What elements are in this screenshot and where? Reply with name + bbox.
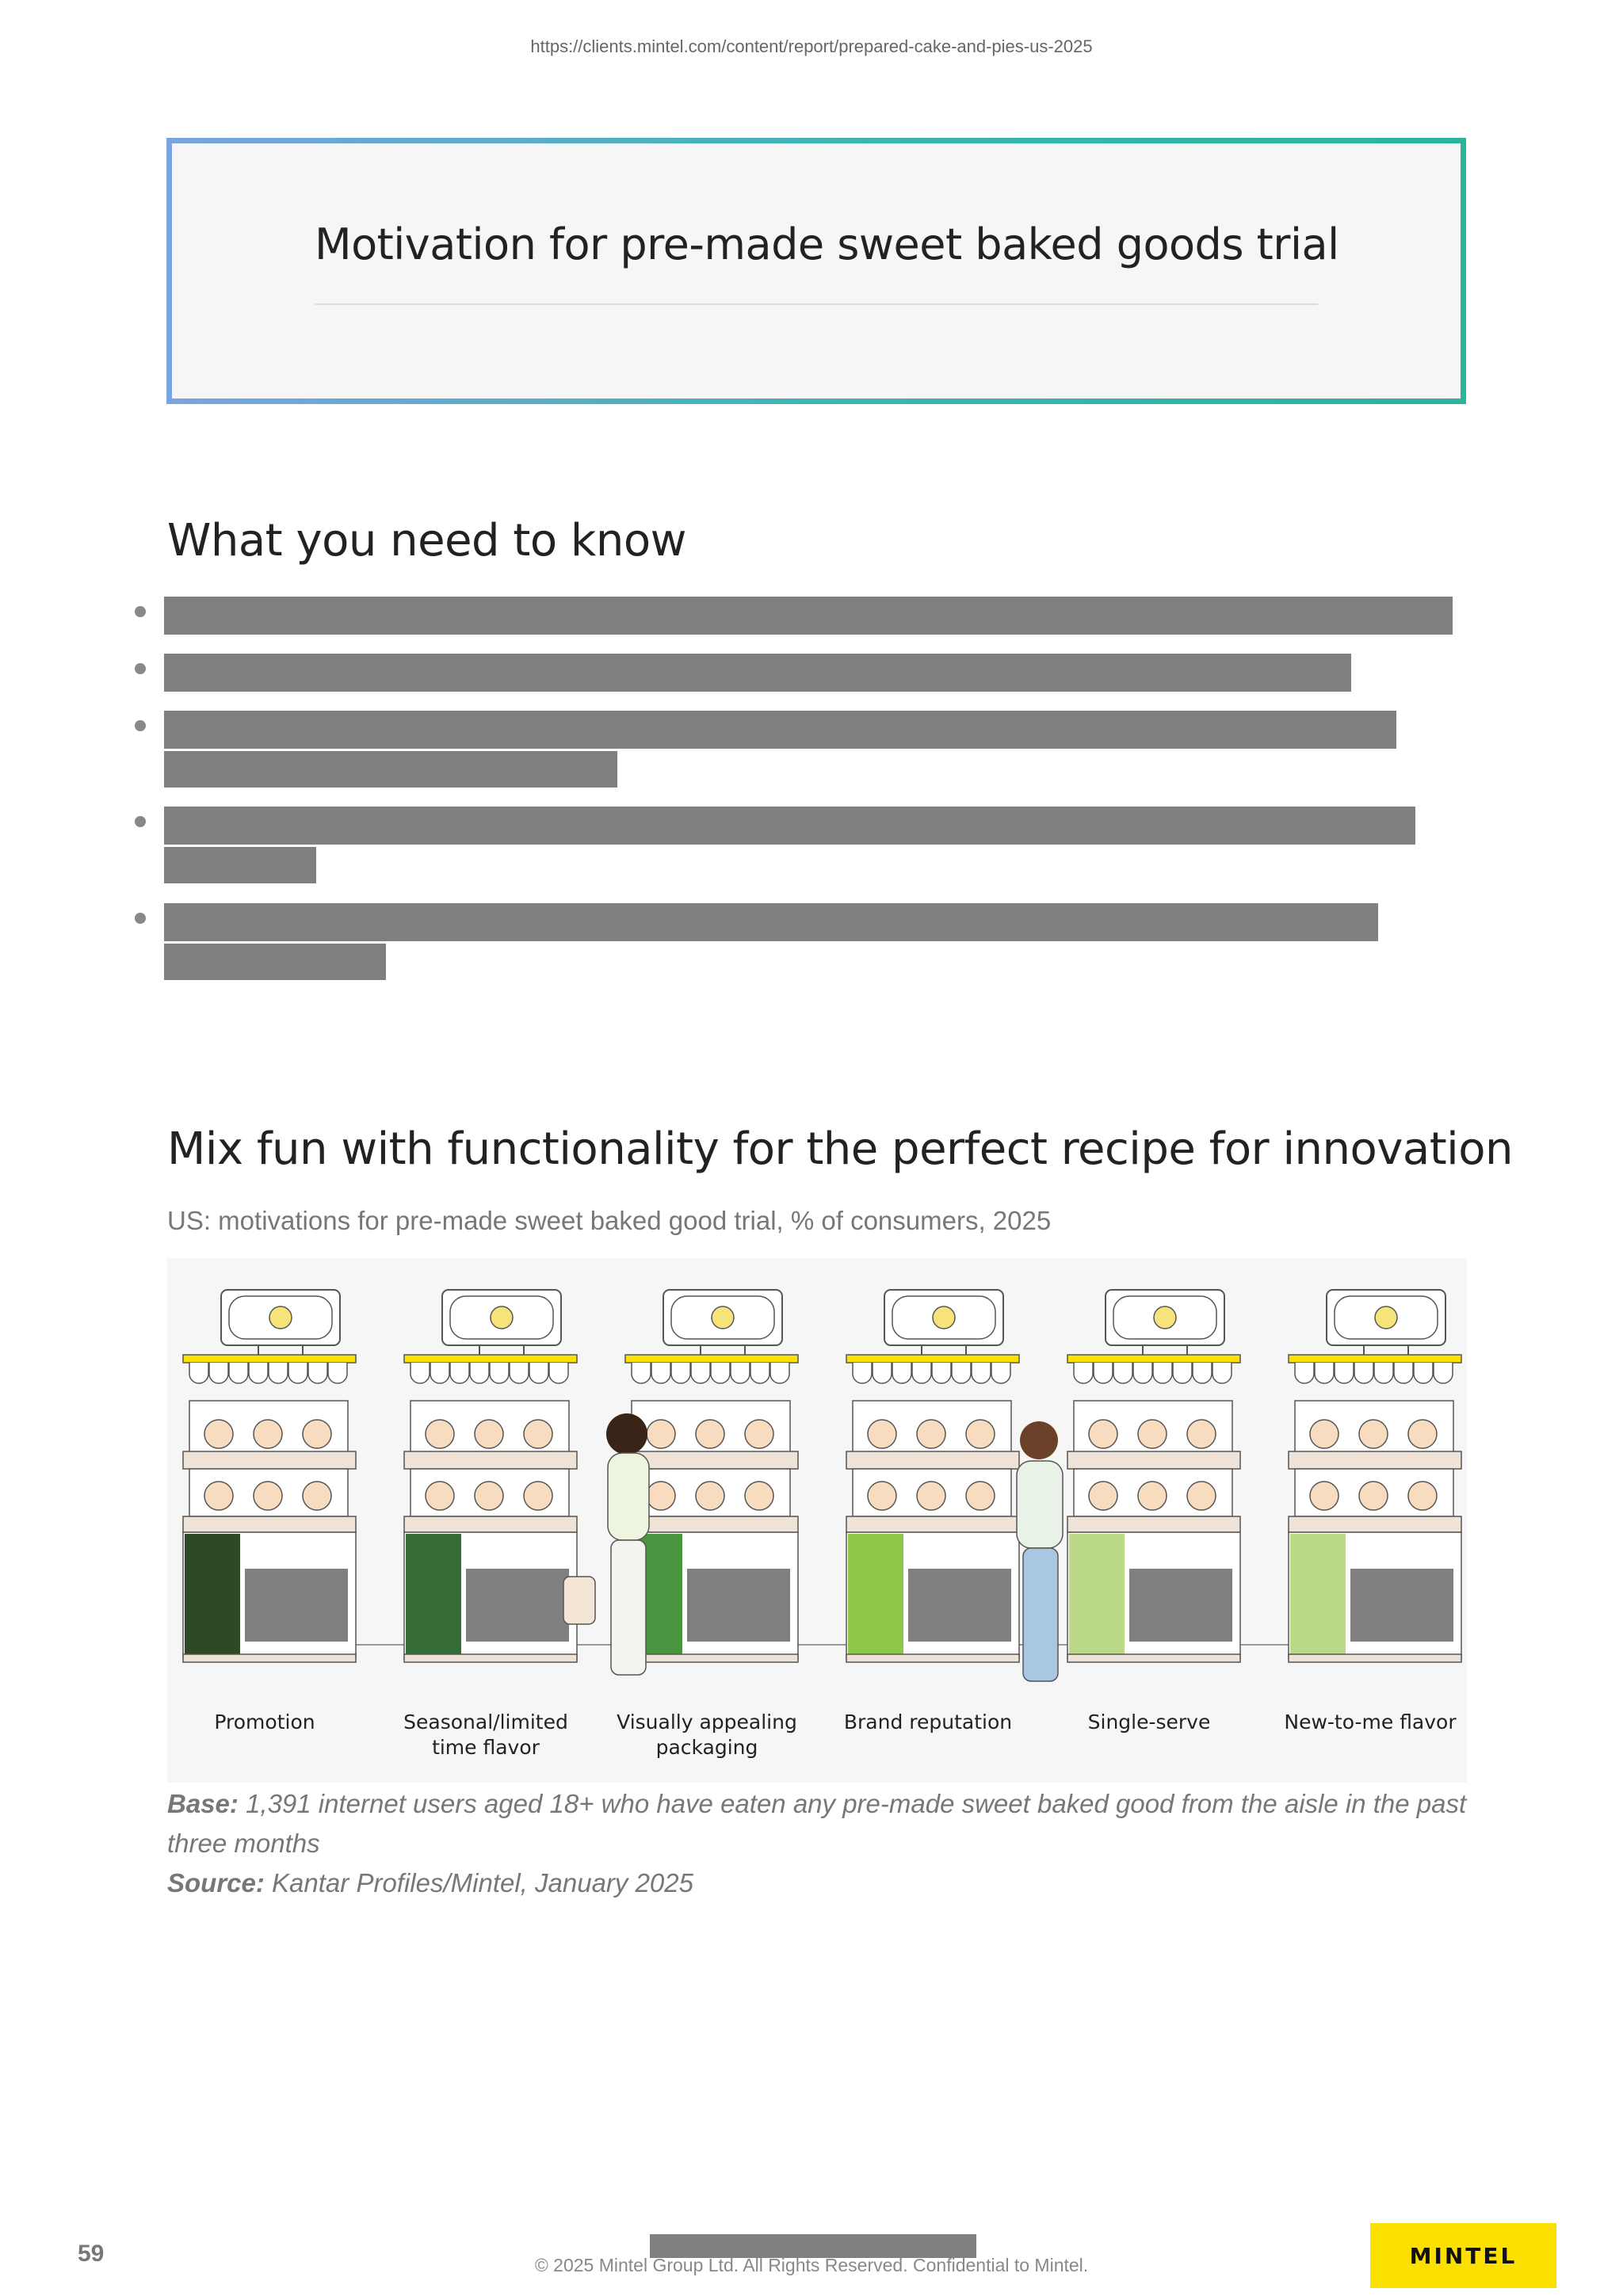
awning-scallop: [411, 1363, 430, 1383]
baked-good: [1187, 1420, 1216, 1448]
shopping-bag: [563, 1577, 595, 1624]
section-title-box: [166, 138, 1466, 404]
awning-scallop: [1074, 1363, 1093, 1383]
redacted-value: [1129, 1569, 1232, 1642]
redacted-value: [245, 1569, 348, 1642]
mix-heading: Mix fun with functionality for the perfect recipe for innovation: [167, 1123, 1513, 1175]
baked-good: [426, 1482, 454, 1510]
baked-good: [1089, 1420, 1117, 1448]
shopper-head: [606, 1413, 647, 1455]
awning-scallop: [288, 1363, 307, 1383]
baked-good: [254, 1482, 282, 1510]
baked-good: [1138, 1420, 1167, 1448]
know-heading: What you need to know: [167, 515, 686, 566]
counter-base: [183, 1654, 356, 1662]
baked-good: [696, 1482, 724, 1510]
awning-bar: [404, 1355, 577, 1363]
baked-good: [966, 1420, 995, 1448]
awning-scallop: [1193, 1363, 1212, 1383]
baked-good: [966, 1482, 995, 1510]
awning-bar: [1289, 1355, 1461, 1363]
awning-scallop: [892, 1363, 911, 1383]
counter-color-panel: [848, 1534, 903, 1654]
shelf-ledge: [183, 1451, 356, 1469]
awning-scallop: [269, 1363, 288, 1383]
bullet-dot: [135, 720, 146, 731]
awning-scallop: [932, 1363, 951, 1383]
shopping-bag-sparkle-icon: [712, 1306, 734, 1329]
shopper-torso: [608, 1453, 649, 1540]
redacted-text: [164, 751, 617, 788]
shelf-unit: [1067, 1290, 1240, 1662]
shelf-unit: [183, 1290, 356, 1662]
redacted-value: [687, 1569, 790, 1642]
awning-scallop: [1394, 1363, 1413, 1383]
category-label: Single-serve: [1087, 1711, 1211, 1733]
baked-good: [204, 1482, 233, 1510]
awning-scallop: [1153, 1363, 1172, 1383]
awning-scallop: [632, 1363, 651, 1383]
baked-good: [647, 1482, 675, 1510]
baked-good: [303, 1482, 331, 1510]
award-ribbon-icon: [933, 1306, 955, 1329]
awning-scallop: [750, 1363, 769, 1383]
counter-base: [404, 1654, 577, 1662]
redacted-text: [164, 847, 316, 883]
baked-good: [1408, 1420, 1437, 1448]
awning-scallop: [991, 1363, 1010, 1383]
shopper-illustration: [1017, 1421, 1063, 1681]
awning-bar: [846, 1355, 1019, 1363]
awning-scallop: [731, 1363, 750, 1383]
awning-scallop: [1212, 1363, 1232, 1383]
base-text: 1,391 internet users aged 18+ who have eaten any pre-made sweet baked good from the aisle in the past three months: [167, 1789, 1467, 1858]
awning-scallop: [691, 1363, 710, 1383]
awning-scallop: [1173, 1363, 1192, 1383]
shelf-ledge: [183, 1516, 356, 1532]
redacted-text: [164, 654, 1351, 692]
shelf-ledge: [846, 1451, 1019, 1469]
awning-bar: [183, 1355, 356, 1363]
awning-scallop: [1335, 1363, 1354, 1383]
bakery-shelves-illustration: [167, 1258, 1467, 1702]
shelf-unit: [625, 1290, 798, 1662]
shopper-torso: [1017, 1461, 1063, 1548]
percent-tag-icon: [269, 1306, 292, 1329]
shelf-ledge: [1289, 1451, 1461, 1469]
title-divider: [315, 303, 1318, 305]
counter-base: [846, 1654, 1019, 1662]
awning-scallop: [873, 1363, 892, 1383]
baked-good: [696, 1420, 724, 1448]
redacted-text: [164, 944, 386, 980]
awning-scallop: [651, 1363, 670, 1383]
source-label: Source:: [167, 1868, 265, 1897]
baked-good: [426, 1420, 454, 1448]
baked-good: [647, 1420, 675, 1448]
redacted-text: [164, 807, 1415, 845]
chart-subtitle: US: motivations for pre-made sweet baked good trial, % of consumers, 2025: [167, 1206, 1052, 1235]
baked-good: [1138, 1482, 1167, 1510]
shelf-unit: [846, 1290, 1019, 1662]
shelf-ledge: [1289, 1516, 1461, 1532]
section-title: Motivation for pre-made sweet baked goods trial: [315, 219, 1339, 269]
baked-good: [1408, 1482, 1437, 1510]
awning-scallop: [549, 1363, 568, 1383]
counter-color-panel: [1290, 1534, 1346, 1654]
awning-scallop: [972, 1363, 991, 1383]
baked-good: [868, 1482, 896, 1510]
awning-scallop: [711, 1363, 730, 1383]
baked-good: [1089, 1482, 1117, 1510]
awning-bar: [625, 1355, 798, 1363]
baked-good: [745, 1420, 773, 1448]
awning-scallop: [1113, 1363, 1132, 1383]
shelf-unit: [404, 1290, 577, 1662]
bullet-dot: [135, 913, 146, 924]
redacted-text: [164, 711, 1396, 749]
bullet-dot: [135, 606, 146, 617]
awning-scallop: [853, 1363, 872, 1383]
awning-scallop: [1315, 1363, 1334, 1383]
shelf-ledge: [404, 1451, 577, 1469]
counter-color-panel: [185, 1534, 240, 1654]
baked-good: [917, 1482, 945, 1510]
baked-good: [303, 1420, 331, 1448]
shopper-head: [1020, 1421, 1058, 1459]
chart-notes: [167, 1784, 1467, 1903]
counter-color-panel: [1069, 1534, 1125, 1654]
category-label: New-to-me flavor: [1284, 1711, 1457, 1733]
awning-scallop: [529, 1363, 548, 1383]
pumpkin-icon: [491, 1306, 513, 1329]
baked-good: [254, 1420, 282, 1448]
baked-good: [204, 1420, 233, 1448]
awning-scallop: [1354, 1363, 1373, 1383]
awning-scallop: [1133, 1363, 1152, 1383]
redacted-value: [466, 1569, 569, 1642]
awning-scallop: [470, 1363, 489, 1383]
redacted-value: [908, 1569, 1011, 1642]
report-url: https://clients.mintel.com/content/report/prepared-cake-and-pies-us-2025: [530, 36, 1093, 56]
baked-good: [475, 1482, 503, 1510]
shopper-legs: [1023, 1548, 1058, 1681]
awning-scallop: [1374, 1363, 1393, 1383]
copyright: © 2025 Mintel Group Ltd. All Rights Reserved. Confidential to Mintel.: [534, 2255, 1089, 2275]
baked-good: [1359, 1420, 1388, 1448]
awning-scallop: [671, 1363, 690, 1383]
redacted-text: [164, 597, 1453, 635]
source-text: Kantar Profiles/Mintel, January 2025: [272, 1868, 693, 1897]
awning-bar: [1067, 1355, 1240, 1363]
baked-good: [917, 1420, 945, 1448]
awning-scallop: [189, 1363, 208, 1383]
cloche-icon: [1154, 1306, 1176, 1329]
counter-base: [625, 1654, 798, 1662]
awning-scallop: [249, 1363, 268, 1383]
awning-scallop: [1414, 1363, 1433, 1383]
shelf-ledge: [625, 1451, 798, 1469]
shopper-legs: [611, 1540, 646, 1675]
baked-good: [1310, 1482, 1338, 1510]
fork-knife-sparkle-icon: [1375, 1306, 1397, 1329]
counter-color-panel: [406, 1534, 461, 1654]
awning-scallop: [1094, 1363, 1113, 1383]
awning-scallop: [328, 1363, 347, 1383]
shelf-ledge: [625, 1516, 798, 1532]
baked-good: [524, 1482, 552, 1510]
shelf-ledge: [1067, 1516, 1240, 1532]
awning-scallop: [510, 1363, 529, 1383]
baked-good: [1359, 1482, 1388, 1510]
baked-good: [868, 1420, 896, 1448]
motivation-infographic: [167, 1258, 1467, 1783]
shelf-unit: [1289, 1290, 1461, 1662]
mintel-logo: MINTEL: [1370, 2223, 1556, 2288]
page-number: 59: [78, 2241, 105, 2267]
awning-scallop: [952, 1363, 971, 1383]
baked-good: [745, 1482, 773, 1510]
shelf-ledge: [404, 1516, 577, 1532]
baked-good: [475, 1420, 503, 1448]
category-label: Promotion: [214, 1711, 315, 1733]
awning-scallop: [209, 1363, 228, 1383]
awning-scallop: [770, 1363, 789, 1383]
bullet-dot: [135, 816, 146, 827]
base-label: Base:: [167, 1789, 239, 1818]
awning-scallop: [490, 1363, 509, 1383]
awning-scallop: [1434, 1363, 1453, 1383]
category-label: Seasonal/limited time flavor: [403, 1711, 568, 1759]
awning-scallop: [450, 1363, 469, 1383]
awning-scallop: [229, 1363, 248, 1383]
redacted-text: [164, 903, 1378, 941]
shelf-ledge: [1067, 1451, 1240, 1469]
shelf-ledge: [846, 1516, 1019, 1532]
category-label: Brand reputation: [843, 1711, 1013, 1733]
counter-base: [1067, 1654, 1240, 1662]
baked-good: [1310, 1420, 1338, 1448]
bullet-dot: [135, 663, 146, 674]
awning-scallop: [308, 1363, 327, 1383]
counter-base: [1289, 1654, 1461, 1662]
redacted-value: [1350, 1569, 1453, 1642]
baked-good: [1187, 1482, 1216, 1510]
awning-scallop: [1295, 1363, 1314, 1383]
awning-scallop: [430, 1363, 449, 1383]
baked-good: [524, 1420, 552, 1448]
awning-scallop: [912, 1363, 931, 1383]
category-label: Visually appealing packaging: [617, 1711, 797, 1759]
